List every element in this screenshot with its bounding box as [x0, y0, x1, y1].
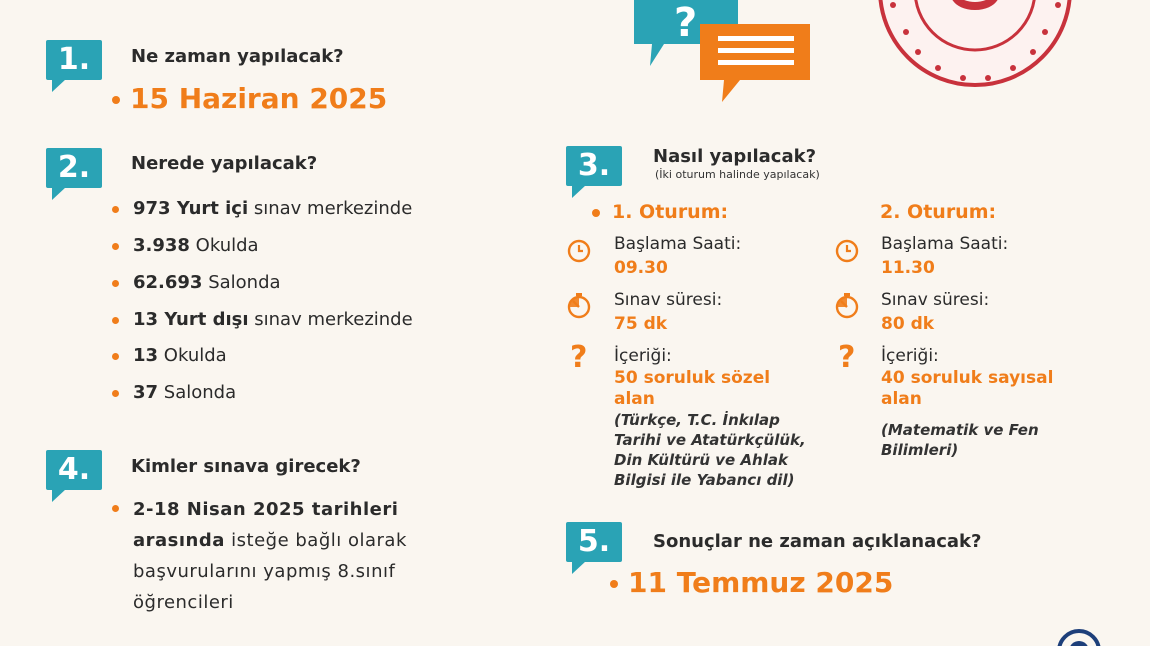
- section-1-answer: [112, 82, 387, 115]
- location-list-item: [112, 235, 259, 256]
- session-2-content-note: [881, 420, 1039, 460]
- session-2-note-line-2: Bilimleri): [881, 441, 959, 459]
- bullet-dot: [112, 390, 119, 397]
- session-2-duration-label: Sınav süresi:: [881, 290, 990, 310]
- location-count: 3.938: [133, 235, 190, 256]
- bullet-dot: [112, 317, 119, 324]
- session-1-duration-value: 75 dk: [614, 314, 668, 334]
- session-1-content-label: İçeriği:: [614, 346, 672, 366]
- eligibility-line-2-bold: arasında: [133, 530, 225, 551]
- session-1-content-note: [614, 410, 806, 490]
- session-1-title-text: 1. Oturum:: [612, 201, 729, 223]
- section-4-number: 4.: [46, 450, 102, 490]
- location-list-item: [112, 198, 412, 219]
- section-3-note: (İki oturum halinde yapılacak): [655, 168, 820, 181]
- session-1-note-line-1: (Türkçe, T.C. İnkılap: [614, 411, 780, 429]
- location-count: 62.693: [133, 272, 203, 293]
- session-2-note-line-1: (Matematik ve Fen: [881, 421, 1039, 439]
- session-2-content-value-line-2: alan: [881, 389, 922, 409]
- section-1-number: 1.: [46, 40, 102, 80]
- eligibility-line-2-rest: isteğe bağlı olarak: [224, 530, 407, 551]
- location-list-item: [112, 309, 413, 330]
- section-5-answer: [610, 566, 893, 599]
- question-mark-icon: ?: [570, 340, 588, 375]
- session-1-start-label: Başlama Saati:: [614, 234, 742, 254]
- agency-logo-icon: [1056, 628, 1102, 646]
- session-1-note-line-2: Tarihi ve Atatürkçülük,: [614, 431, 806, 449]
- section-2-question: Nerede yapılacak?: [131, 153, 318, 174]
- ministry-seal: [878, 0, 1073, 90]
- bullet-dot: [112, 353, 119, 360]
- bullet-dot: [610, 580, 618, 588]
- section-3-number: 3.: [566, 146, 622, 186]
- stopwatch-icon: [564, 290, 594, 320]
- location-list-item: [112, 272, 281, 293]
- session-2-content-label: İçeriği:: [881, 346, 939, 366]
- clock-icon: [566, 238, 592, 264]
- location-label: sınav merkezinde: [248, 198, 413, 219]
- location-list-item: [112, 382, 236, 403]
- session-1-note-line-4: Bilgisi ile Yabancı dil): [614, 471, 795, 489]
- results-date: 11 Temmuz 2025: [628, 566, 894, 599]
- location-count: 973 Yurt içi: [133, 198, 249, 219]
- section-5-question: Sonuçlar ne zaman açıklanacak?: [653, 531, 982, 552]
- eligibility-line-3: başvurularını yapmış 8.sınıf: [133, 561, 396, 582]
- location-label: Okulda: [158, 345, 227, 366]
- location-label: Salonda: [202, 272, 281, 293]
- stopwatch-icon: [832, 290, 862, 320]
- location-label: Salonda: [158, 382, 237, 403]
- bullet-dot: [112, 243, 119, 250]
- location-list-item: [112, 345, 227, 366]
- location-count: 37: [133, 382, 159, 403]
- section-1-question: Ne zaman yapılacak?: [131, 46, 344, 67]
- section-3-question: Nasıl yapılacak?: [653, 146, 817, 167]
- question-mark-icon: ?: [838, 340, 856, 375]
- location-count: 13: [133, 345, 159, 366]
- eligibility-line-4: öğrencileri: [133, 592, 234, 613]
- location-count: 13 Yurt dışı: [133, 309, 249, 330]
- session-1-content-value-line-2: alan: [614, 389, 655, 409]
- location-label: Okulda: [189, 235, 259, 256]
- session-1-content-value-line-1: 50 soruluk sözel: [614, 368, 771, 388]
- session-1-title: [592, 201, 728, 223]
- location-label: sınav merkezinde: [248, 309, 413, 330]
- section-5-number: 5.: [566, 522, 622, 562]
- section-4-question: Kimler sınava girecek?: [131, 456, 361, 477]
- session-2-start-value: 11.30: [881, 258, 935, 278]
- clock-icon: [834, 238, 860, 264]
- session-1-start-value: 09.30: [614, 258, 668, 278]
- section-2-number: 2.: [46, 148, 102, 188]
- speech-bubbles-icon: [630, 0, 815, 105]
- bullet-dot: [112, 280, 119, 287]
- session-2-title-text: 2. Oturum:: [880, 201, 997, 223]
- session-2-duration-value: 80 dk: [881, 314, 935, 334]
- bullet-dot: [112, 96, 120, 104]
- session-1-note-line-3: Din Kültürü ve Ahlak: [614, 451, 788, 469]
- bullet-dot: [592, 209, 600, 217]
- exam-date: 15 Haziran 2025: [130, 82, 388, 115]
- session-2-content-value: [881, 368, 1053, 410]
- svg-text:?: ?: [674, 0, 698, 46]
- eligibility-line-1: 2-18 Nisan 2025 tarihleri: [133, 499, 399, 520]
- bullet-dot: [112, 505, 119, 512]
- session-1-duration-label: Sınav süresi:: [614, 290, 723, 310]
- session-2-title: [880, 201, 996, 223]
- session-2-content-value-line-1: 40 soruluk sayısal: [881, 368, 1054, 388]
- eligibility-text: [133, 494, 407, 618]
- bullet-dot: [112, 206, 119, 213]
- session-1-content-value: [614, 368, 770, 410]
- session-2-start-label: Başlama Saati:: [881, 234, 1009, 254]
